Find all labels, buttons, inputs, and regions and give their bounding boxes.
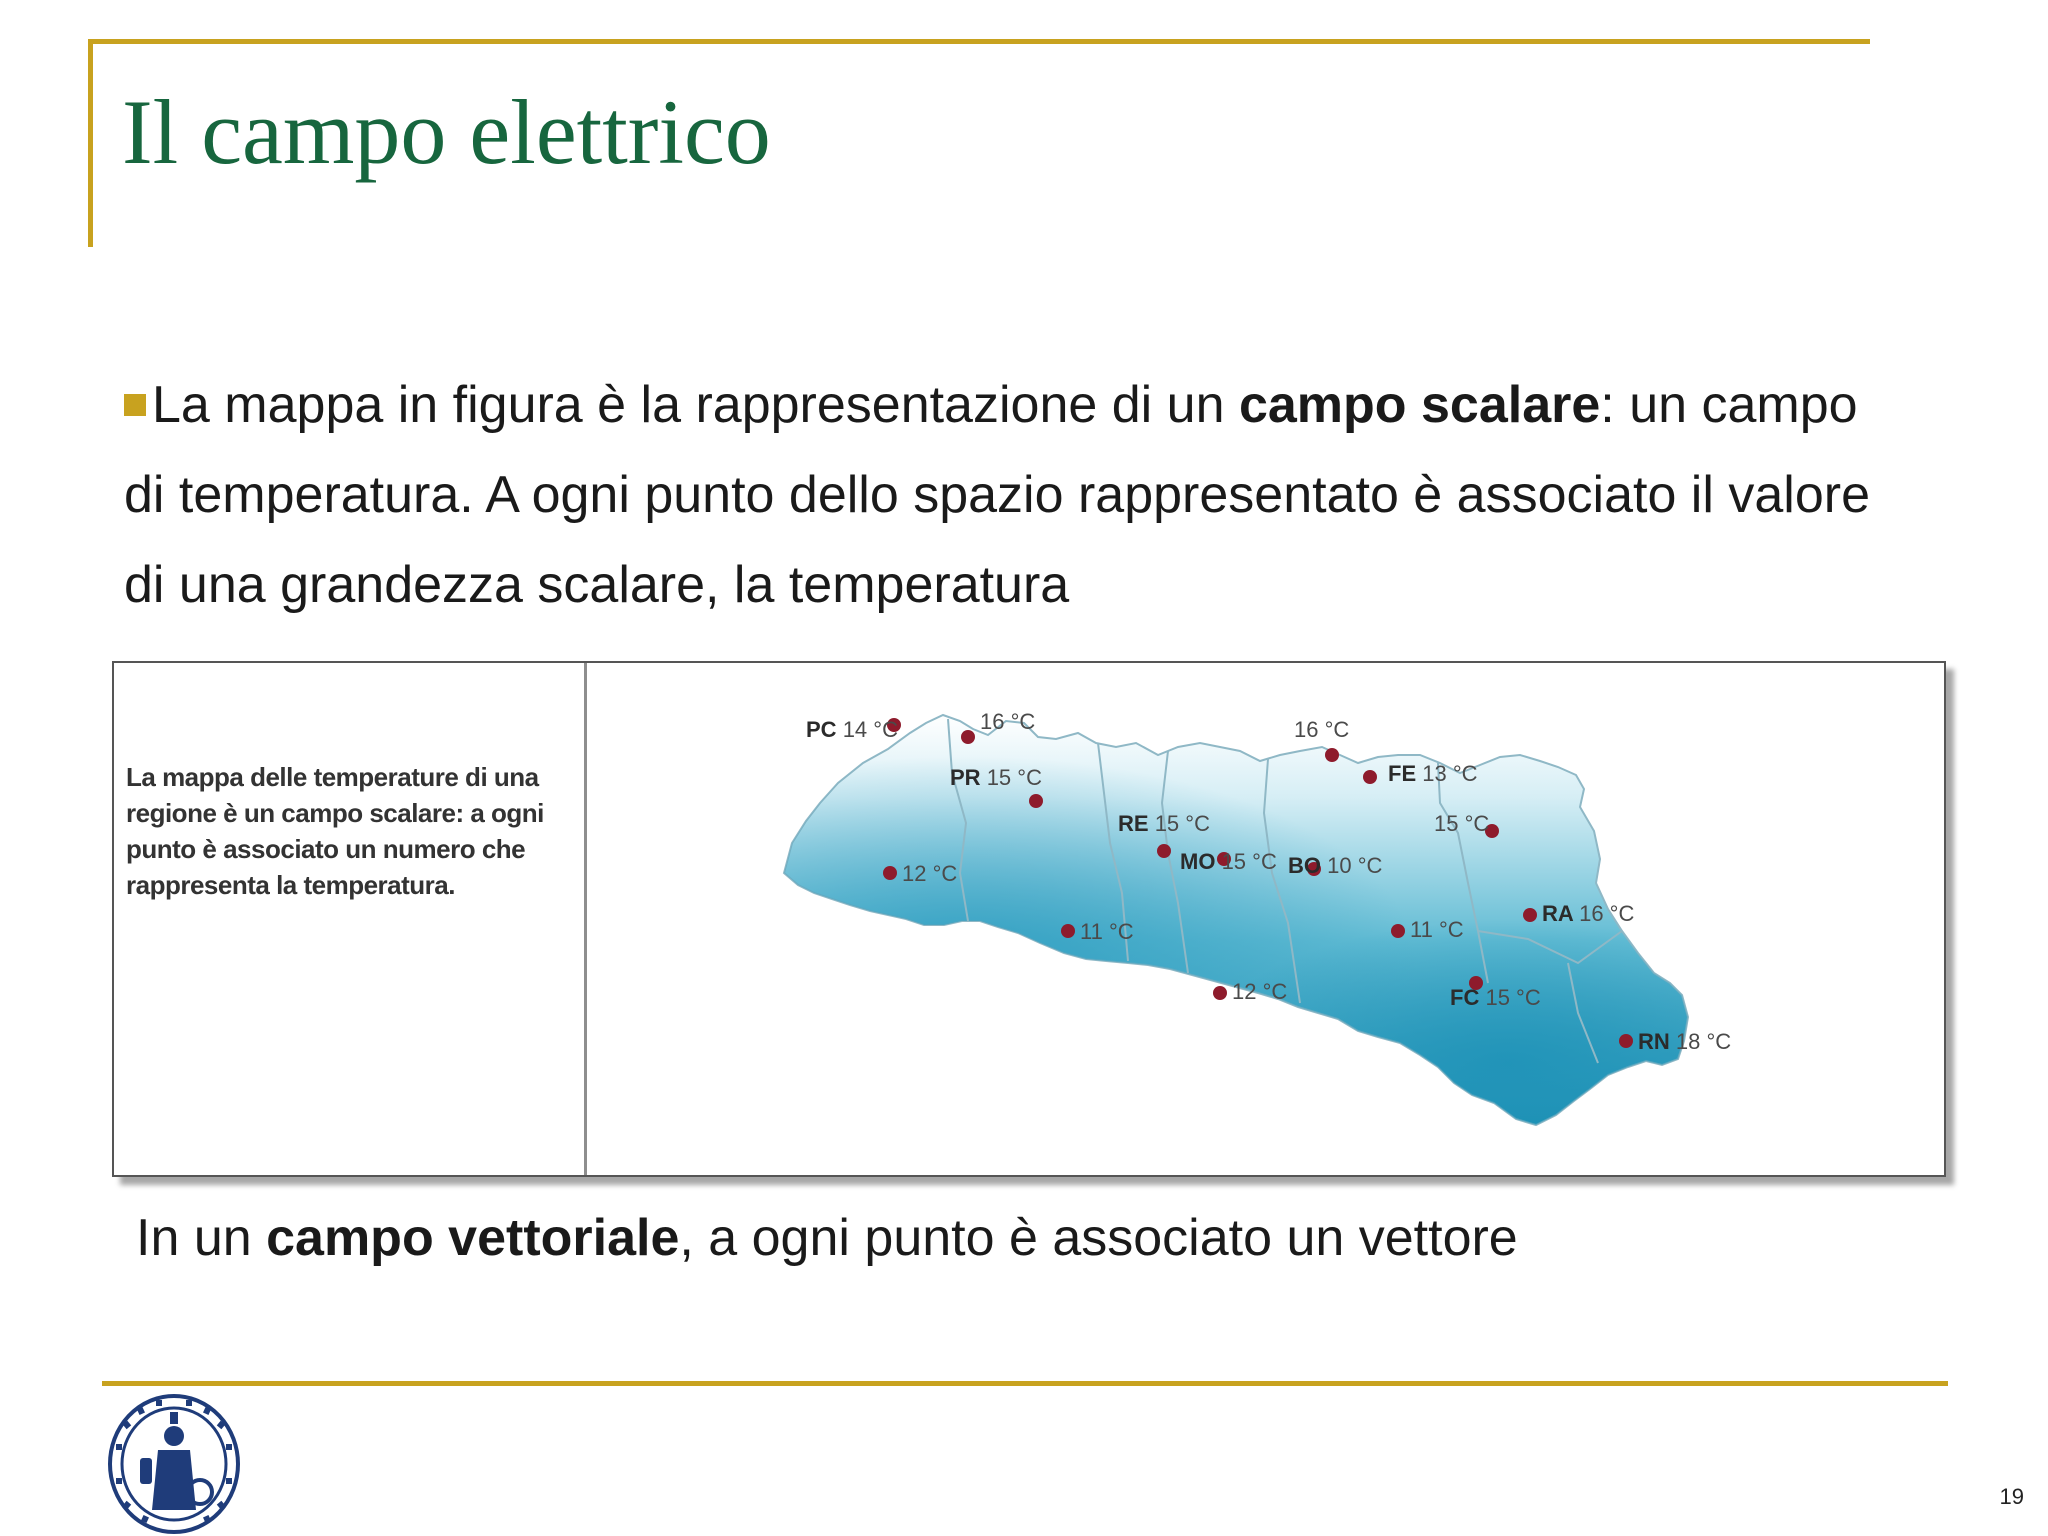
city-dot <box>1157 844 1171 858</box>
city-label <box>1388 761 1478 786</box>
figure-caption: La mappa delle temperature di una regione è un campo scalare: a ogni punto è associato un numero che rappresenta la temperatura. <box>126 762 544 900</box>
city-dot <box>1363 770 1377 784</box>
city-temperature: 11 °C <box>1080 919 1134 944</box>
vector-text-start: In un <box>136 1209 267 1267</box>
city-label <box>1180 849 1277 874</box>
vector-field-statement <box>136 1198 1518 1278</box>
city-temperature: 15 °C <box>1154 811 1210 836</box>
square-bullet-icon <box>124 394 146 416</box>
city-dot <box>1325 748 1339 762</box>
city-temperature: 15 °C <box>1221 849 1277 874</box>
city-label <box>1294 717 1349 742</box>
bullet-paragraph <box>124 360 1904 630</box>
city-temperature: 15 °C <box>986 765 1042 790</box>
city-dot <box>1029 794 1043 808</box>
city-label <box>1232 979 1287 1004</box>
city-code: RE <box>1118 811 1155 836</box>
city-label <box>1434 811 1489 836</box>
page-number: 19 <box>1999 1484 2024 1509</box>
city-label <box>902 861 957 886</box>
city-label <box>1288 853 1383 878</box>
city-dot <box>1213 986 1227 1000</box>
city-label <box>980 709 1035 734</box>
city-label <box>1080 919 1134 944</box>
city-code: PR <box>950 765 987 790</box>
bullet-bold-term: campo scalare <box>1238 376 1601 434</box>
city-temperature: 12 °C <box>1232 979 1288 1004</box>
city-dot <box>1061 924 1075 938</box>
city-temperature: 15 °C <box>1434 811 1490 836</box>
city-label <box>1450 985 1541 1010</box>
city-label <box>1638 1029 1731 1054</box>
city-temperature: 16 °C <box>1294 717 1350 742</box>
university-seal-icon <box>104 1392 244 1536</box>
city-temperature: 18 °C <box>1675 1029 1732 1054</box>
city-code: MO <box>1180 849 1222 874</box>
city-temperature: 11 °C <box>1410 917 1464 942</box>
city-code: FE <box>1388 761 1423 786</box>
city-dot <box>1523 908 1537 922</box>
slide-title: Il campo elettrico <box>122 81 771 183</box>
footer-rule <box>102 1381 1948 1386</box>
city-dot <box>883 866 897 880</box>
city-code: BO <box>1288 853 1328 878</box>
figure-divider <box>584 663 587 1175</box>
vector-bold-term: campo vettoriale <box>266 1209 680 1267</box>
bullet-text-end: : un campo di temperatura. A ogni punto dello spazio rappresentato è associato il valore di una grandezza scalare, la temperatura <box>124 376 1870 614</box>
city-temperature: 14 °C <box>842 717 898 742</box>
city-code: PC <box>806 717 843 742</box>
title-accent-left <box>88 39 93 247</box>
city-dot <box>1619 1034 1633 1048</box>
city-code: RA <box>1542 901 1580 926</box>
temperature-map <box>588 663 1942 1173</box>
city-label <box>1410 917 1464 942</box>
bullet-text-start: La mappa in figura è la rappresentazione di un <box>152 376 1239 434</box>
city-dot <box>961 730 975 744</box>
city-temperature: 15 °C <box>1485 985 1541 1010</box>
city-code: FC <box>1450 985 1486 1010</box>
city-temperature: 10 °C <box>1327 853 1383 878</box>
city-label <box>950 765 1042 790</box>
city-temperature: 12 °C <box>902 861 958 886</box>
city-code: RN <box>1638 1029 1676 1054</box>
vector-text-end: , a ogni punto è associato un vettore <box>679 1209 1518 1267</box>
temperature-map-figure <box>112 661 1946 1177</box>
city-dot <box>1391 924 1405 938</box>
city-temperature: 16 °C <box>1579 901 1635 926</box>
city-temperature: 13 °C <box>1422 761 1478 786</box>
city-label <box>1542 901 1634 926</box>
city-temperature: 16 °C <box>980 709 1036 734</box>
city-label <box>1118 811 1210 836</box>
title-accent-top <box>88 39 1870 44</box>
city-label <box>806 717 898 742</box>
